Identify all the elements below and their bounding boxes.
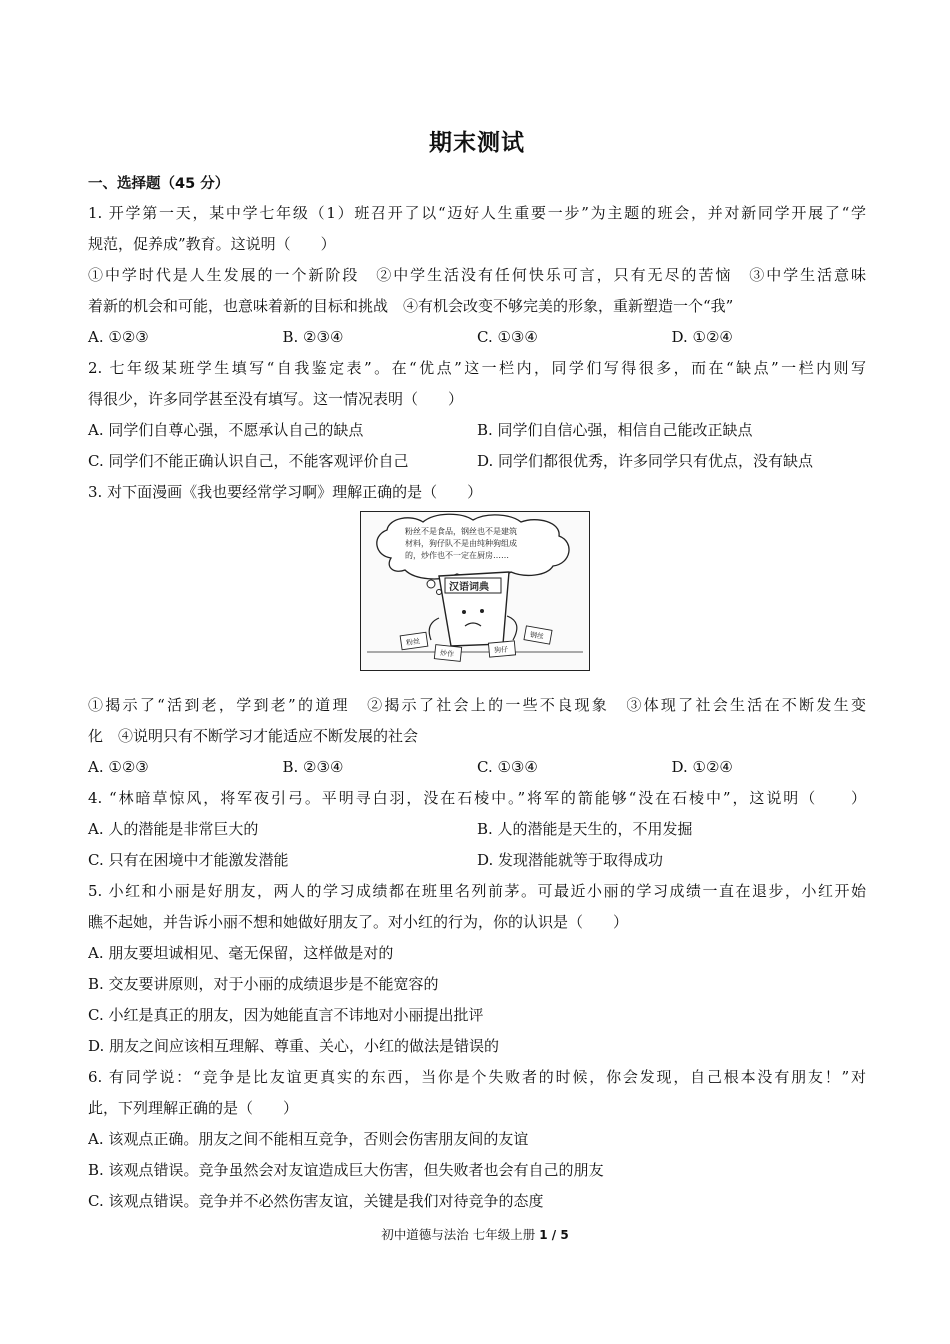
question-6-stem-cont: 此，下列理解正确的是（ ） [88, 1099, 299, 1117]
option-b[interactable]: B. 人的潜能是天生的，不用发掘 [477, 820, 693, 838]
question-1-stem-cont: 规范，促养成”教育。这说明（ ） [88, 235, 336, 253]
question-2-options-row1 [88, 415, 866, 446]
question-list [88, 198, 866, 1217]
option-c[interactable]: C. 小红是真正的朋友，因为她能直言不讳地对小丽提出批评 [88, 1006, 484, 1024]
question-6-stem: 6. 有同学说：“竞争是比友谊更真实的东西，当你是个失败者的时候，你会发现，自己根本没有朋友！”对 [88, 1068, 866, 1086]
option-c[interactable]: C. ①③④ [477, 758, 538, 776]
svg-text:钢丝: 钢丝 [529, 630, 545, 641]
word-card-1 [400, 632, 428, 649]
option-b[interactable]: B. 交友要讲原则，对于小丽的成绩退步是不能宽容的 [88, 975, 439, 993]
question-5-stem: 5. 小红和小丽是好朋友，两人的学习成绩都在班里名列前茅。可最近小丽的学习成绩一直在退步，小红开始 [88, 882, 866, 900]
option-b[interactable]: B. ②③④ [282, 758, 344, 776]
bubble-line-2: 材料，狗仔队不是由纯种狗组成 [405, 539, 517, 548]
question-2-options-row2 [88, 446, 866, 477]
page-footer [0, 1225, 950, 1243]
option-d[interactable]: D. ①②④ [671, 328, 733, 346]
svg-text:狗仔: 狗仔 [493, 645, 509, 655]
option-b[interactable]: B. ②③④ [282, 328, 344, 346]
option-a[interactable]: A. 同学们自尊心强，不愿承认自己的缺点 [88, 421, 364, 439]
option-a[interactable]: A. 朋友要坦诚相见、毫无保留，这样做是对的 [88, 944, 394, 962]
option-c[interactable]: C. ①③④ [477, 328, 538, 346]
question-1-stem: 1. 开学第一天，某中学七年级（1）班召开了以“迈好人生重要一步”为主题的班会，并对新同学开展了“学 [88, 204, 866, 222]
section-heading: 一、选择题（45 分） [88, 176, 230, 192]
option-a[interactable]: A. 该观点正确。朋友之间不能相互竞争，否则会伤害朋友间的友谊 [88, 1130, 529, 1148]
option-d[interactable]: D. 发现潜能就等于取得成功 [477, 851, 664, 869]
option-d[interactable]: D. 同学们都很优秀，许多同学只有优点，没有缺点 [477, 452, 814, 470]
question-3-statements-cont: 化 ④说明只有不断学习才能适应不断发展的社会 [88, 727, 419, 745]
option-d[interactable]: D. ①②④ [671, 758, 733, 776]
page-number: 1 / 5 [539, 1228, 569, 1242]
option-b[interactable]: B. 同学们自信心强，相信自己能改正缺点 [477, 421, 753, 439]
option-b[interactable]: B. 该观点错误。竞争虽然会对友谊造成巨大伤害，但失败者也会有自己的朋友 [88, 1161, 604, 1179]
option-a[interactable]: A. ①②③ [88, 758, 149, 776]
question-2-stem: 2. 七年级某班学生填写“自我鉴定表”。在“优点”这一栏内，同学们写得很多，而在“缺点”一栏内则写 [88, 359, 866, 377]
question-4-stem: 4. “林暗草惊风，将军夜引弓。平明寻白羽，没在石棱中。”将军的箭能够“没在石棱中”，这说明（ ） [88, 789, 866, 807]
question-1-statements: ①中学时代是人生发展的一个新阶段 ②中学生活没有任何快乐可言，只有无尽的苦恼 ③中学生活意味 [88, 266, 866, 284]
bubble-line-1: 粉丝不是食品，钢丝也不是建筑 [405, 527, 517, 536]
footer-text: 初中道德与法治 七年级上册 [381, 1227, 540, 1242]
option-c[interactable]: C. 同学们不能正确认识自己，不能客观评价自己 [88, 452, 409, 470]
bubble-line-3: 的，炒作也不一定在厨房…… [405, 551, 509, 560]
question-1-statements-cont: 着新的机会和可能，也意味着新的目标和挑战 ④有机会改变不够完美的形象，重新塑造一个“我” [88, 297, 734, 315]
svg-text:粉丝: 粉丝 [405, 637, 421, 648]
option-a[interactable]: A. ①②③ [88, 328, 149, 346]
option-a[interactable]: A. 人的潜能是非常巨大的 [88, 820, 259, 838]
option-d[interactable]: D. 朋友之间应该相互理解、尊重、关心，小红的做法是错误的 [88, 1037, 500, 1055]
question-4-options-row2 [88, 845, 866, 876]
cartoon-container [88, 508, 866, 690]
word-card-4 [524, 626, 552, 644]
option-c[interactable]: C. 该观点错误。竞争并不必然伤害友谊，关键是我们对待竞争的态度 [88, 1192, 544, 1210]
option-c[interactable]: C. 只有在困境中才能激发潜能 [88, 851, 289, 869]
question-4-options-row1 [88, 814, 866, 845]
question-3-statements: ①揭示了“活到老，学到老”的道理 ②揭示了社会上的一些不良现象 ③体现了社会生活在不断发生变 [88, 696, 866, 714]
question-3-stem: 3. 对下面漫画《我也要经常学习啊》理解正确的是（ ） [88, 483, 483, 501]
cartoon-image [360, 511, 590, 671]
book-title: 汉语词典 [449, 582, 489, 593]
question-2-stem-cont: 得很少，许多同学甚至没有填写。这一情况表明（ ） [88, 390, 464, 408]
word-card-2 [434, 645, 461, 662]
question-3-options [88, 752, 866, 783]
svg-text:炒作: 炒作 [439, 649, 455, 659]
question-1-options [88, 322, 866, 353]
page-title: 期末测试 [429, 130, 525, 156]
question-5-stem-cont: 瞧不起她，并告诉小丽不想和她做好朋友了。对小红的行为，你的认识是（ ） [88, 913, 629, 931]
word-card-3 [488, 641, 515, 657]
